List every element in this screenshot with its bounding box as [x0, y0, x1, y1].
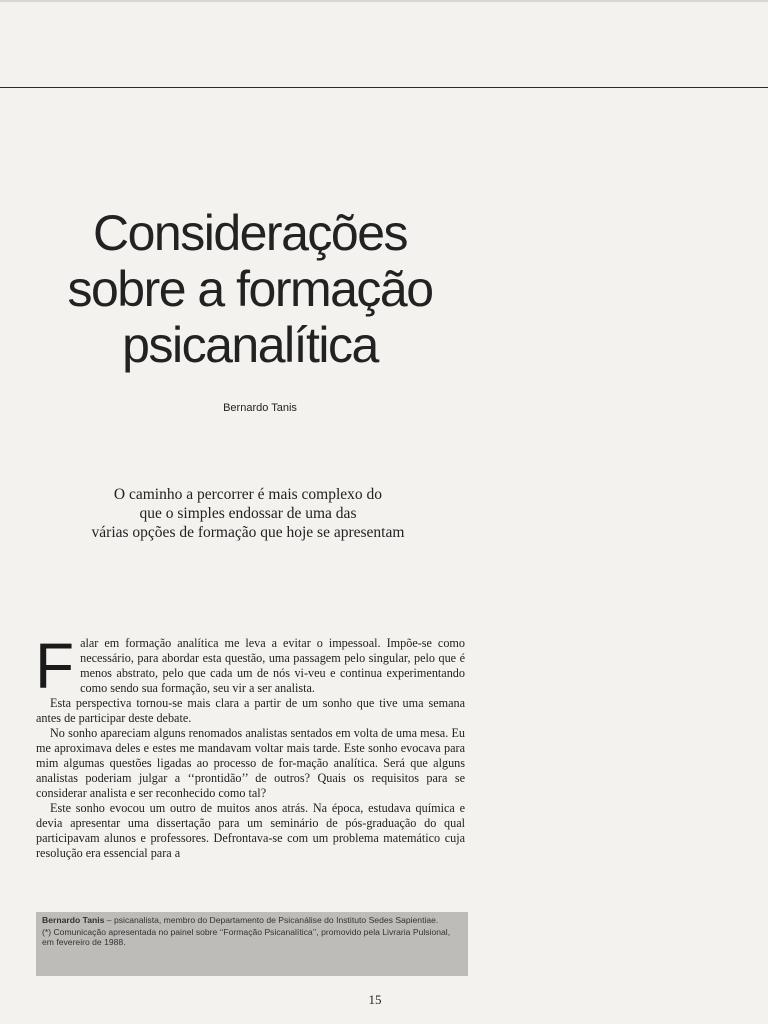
body-paragraph: alar em formação analítica me leva a evitar o impessoal. Impõe-se como necessário, para abordar esta questão, uma passagem pelo singular, pelo que é menos abstrato, pelo que cada um de nós vi-veu e continua experimentando como sendo sua formação, seu vir a ser analista. — [80, 636, 465, 695]
footnote-presentation: (*) Comunicação apresentada no painel sobre ‘‘Formação Psicanalítica’’, promovido pela Livraria Pulsional, em fevereiro de 1988. — [42, 927, 451, 947]
article-author: Bernardo Tanis — [223, 402, 297, 414]
lede-line: várias opções de formação que hoje se apresentam — [91, 524, 405, 541]
article-body — [35, 630, 465, 861]
footnote-box — [36, 912, 468, 976]
body-paragraph: No sonho apareciam alguns renomados analistas sentados em volta de uma mesa. Eu me aproximava deles e estes me mandavam voltar mais tarde. Este sonho evocava para mim algumas questões ligadas ao processo de for-mação analítica. Será que alguns analistas poderiam julgar a ‘‘prontidão’’ de outros? Quais os requisitos para se considerar analista e ser reconhecido como tal? — [36, 726, 465, 800]
page-number: 15 — [368, 992, 382, 1007]
page-top-edge — [0, 0, 768, 2]
body-paragraph: Este sonho evocou um outro de muitos anos atrás. Na época, estudava química e devia apresentar uma dissertação para um seminário de pós-graduação do qual participavam alunos e professores. Defrontava-se com um problema matemático cuja resolução era essencial para a — [36, 801, 465, 860]
footnote-author-name: Bernardo Tanis — [42, 915, 105, 925]
title-line: Considerações — [92, 205, 408, 261]
lede-line: que o simples endossar de uma das — [139, 505, 357, 522]
header-rule — [0, 87, 768, 88]
footnote-author-note: – psicanalista, membro do Departamento de Psicanálise do Instituto Sedes Sapientiae. — [104, 915, 439, 925]
lede-line: O caminho a percorrer é mais complexo do — [113, 486, 383, 503]
body-paragraph: Esta perspectiva tornou-se mais clara a partir de um sonho que tive uma semana antes de participar deste debate. — [36, 696, 465, 725]
footnote-author — [42, 915, 462, 925]
title-line: psicanalítica — [122, 317, 378, 373]
drop-cap: F — [35, 630, 75, 702]
article-title — [30, 205, 470, 373]
article-lede — [28, 485, 468, 542]
title-line: sobre a formação — [67, 261, 433, 317]
